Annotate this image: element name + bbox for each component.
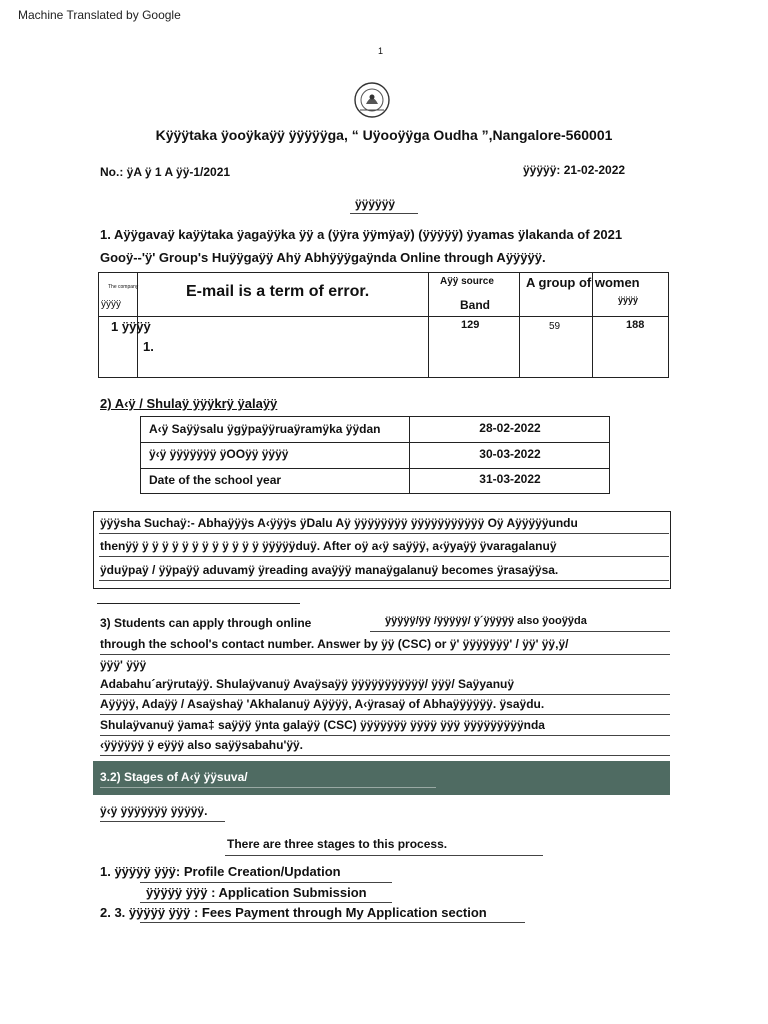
schedule-row-date: 28-02-2022: [479, 421, 541, 435]
value-band: 129: [461, 319, 480, 331]
col-source-header: Aÿÿ source: [440, 276, 494, 287]
notice-line: thenÿÿ ÿ ÿ ÿ ÿ ÿ ÿ ÿ ÿ ÿ ÿ ÿ ÿ ÿÿÿÿÿduÿ. After oÿ a‹ÿ saÿÿÿ, a‹ÿyaÿÿ ÿvaragalanuÿ: [100, 539, 557, 553]
document-date: ÿÿÿÿÿ: 21-02-2022: [523, 163, 626, 177]
section3-rule: [370, 631, 670, 632]
schedule-row-label: Date of the school year: [149, 473, 282, 487]
stages-heading: 3.2) Stages of A‹ÿ ÿÿsuva/: [100, 770, 248, 784]
schedule-row-date: 31-03-2022: [479, 472, 541, 486]
state-emblem-icon: [352, 80, 392, 120]
stage-step: ÿÿÿÿÿ ÿÿÿ : Application Submission: [146, 885, 367, 900]
notice-line: ÿÿÿsha Suchaÿ:- Abhaÿÿÿs A‹ÿÿÿs ÿDalu Aÿ ÿÿÿÿÿÿÿÿ ÿÿÿÿÿÿÿÿÿÿÿ Oÿ Aÿÿÿÿÿundu: [100, 516, 578, 530]
stages-intro: There are three stages to this process.: [227, 837, 448, 851]
schedule-table: [140, 416, 610, 494]
subject-heading: ÿÿÿÿÿÿ: [355, 197, 396, 211]
section3-rule: [100, 755, 670, 756]
row1-sub: 1.: [143, 339, 154, 354]
stages-rule: [140, 882, 392, 883]
section3-rule: [100, 654, 670, 655]
schedule-row-date: 30-03-2022: [479, 447, 541, 461]
reference-number: No.: ÿA ÿ 1 A ÿÿ-1/2021: [100, 165, 231, 179]
section3-rule: [100, 714, 670, 715]
schedule-row-label: ÿ‹ÿ ÿÿÿÿÿÿÿ ÿOOÿÿ ÿÿÿÿ: [149, 447, 289, 461]
col-company-small: The company: [108, 284, 139, 290]
section3-line: through the school's contact number. Answer by ÿÿ (CSC) or ÿ' ÿÿÿÿÿÿÿ' / ÿÿ' ÿÿ,ÿ/: [100, 637, 569, 651]
schedule-row-label: A‹ÿ Saÿÿsalu ÿgÿpaÿÿruaÿramÿka ÿÿdan: [149, 422, 381, 436]
subject-underline: [350, 213, 418, 214]
office-title: Kÿÿÿtaka ÿooÿkaÿÿ ÿÿÿÿÿga, “ Uÿooÿÿga Oudha ”,Nangalore-560001: [155, 127, 613, 143]
col-band-header: Band: [460, 298, 490, 312]
section1-line2: Gooÿ-‑'ÿ' Group's Huÿÿgaÿÿ Ahÿ Abhÿÿÿgaÿnda Online through Aÿÿÿÿÿ.: [100, 250, 546, 265]
table-divider: [99, 316, 668, 317]
section3-line: ÿÿÿÿÿ/ÿÿ /ÿÿÿÿÿ/ ÿ´ÿÿÿÿÿ also ÿooÿÿda: [385, 615, 587, 627]
col-women-header: A group of women: [526, 275, 640, 290]
table-divider: [519, 273, 520, 377]
section3-line: 3) Students can apply through online: [100, 616, 312, 630]
signature-rule: [97, 603, 300, 604]
section3-rule: [100, 735, 670, 736]
value-total: 188: [626, 319, 645, 331]
stages-rule: [140, 922, 525, 923]
table-divider: [428, 273, 429, 377]
col-women-sub: ÿÿÿÿ: [618, 295, 639, 305]
stages-rule: [100, 821, 225, 822]
notice-line: ÿduÿpaÿ / ÿÿpaÿÿ aduvamÿ ÿreading avaÿÿÿ manaÿgalanuÿ becomes ÿrasaÿÿsa.: [100, 563, 559, 577]
section3-rule: [100, 694, 670, 695]
col-company-label: ÿÿÿÿ: [101, 299, 121, 310]
stage-step: 1. ÿÿÿÿÿ ÿÿÿ: Profile Creation/Updation: [100, 864, 341, 879]
section3-line: ÿÿÿ' ÿÿÿ: [100, 658, 147, 672]
notice-rule: [99, 556, 669, 557]
stages-rule: [140, 902, 392, 903]
section3-line: Adabahu´arÿrutaÿÿ. Shulaÿvanuÿ Avaÿsaÿÿ ÿÿÿÿÿÿÿÿÿÿÿ/ ÿÿÿ/ Saÿyanuÿ: [100, 677, 515, 691]
value-women: 59: [549, 321, 561, 332]
intake-table: [98, 272, 669, 378]
section1-line1: 1. Aÿÿgavaÿ kaÿÿtaka ÿagaÿÿka ÿÿ a (ÿÿra ÿÿmÿaÿ) (ÿÿÿÿÿ) ÿyamas ÿlakanda of 2021: [100, 227, 623, 242]
section3-line: Aÿÿÿÿ, Adaÿÿ / Asaÿshaÿ 'Akhalanuÿ Aÿÿÿÿ, A‹ÿrasaÿ of Abhaÿÿÿÿÿÿ. ÿsaÿdu.: [100, 697, 545, 711]
stages-subheading: ÿ‹ÿ ÿÿÿÿÿÿÿ ÿÿÿÿÿ.: [100, 804, 208, 818]
table-divider: [141, 442, 609, 443]
section2-heading: 2) A‹ÿ / Shulaÿ ÿÿÿkrÿ ÿalaÿÿ: [100, 396, 278, 411]
table-divider: [141, 468, 609, 469]
notice-rule: [99, 580, 669, 581]
notice-rule: [99, 533, 669, 534]
section3-line: Shulaÿvanuÿ ÿama‡ saÿÿÿ ÿnta galaÿÿ (CSC) ÿÿÿÿÿÿÿ ÿÿÿÿ ÿÿÿ ÿÿÿÿÿÿÿÿÿnda: [100, 718, 545, 732]
row1-label: 1 ÿÿÿÿ: [111, 319, 151, 334]
stage-step: 2. 3. ÿÿÿÿÿ ÿÿÿ : Fees Payment through My Application section: [100, 905, 487, 920]
page-number: 1: [378, 46, 384, 56]
stages-rule: [225, 855, 543, 856]
machine-translated-banner: Machine Translated by Google: [18, 8, 181, 22]
stages-rule: [100, 787, 436, 788]
stages-heading-bar: [93, 761, 670, 795]
col-email-header: E-mail is a term of error.: [186, 283, 370, 300]
section3-line: ‹ÿÿÿÿÿÿ ÿ eÿÿÿ also saÿÿsabahu'ÿÿ.: [100, 738, 303, 752]
notice-box: [93, 511, 671, 589]
